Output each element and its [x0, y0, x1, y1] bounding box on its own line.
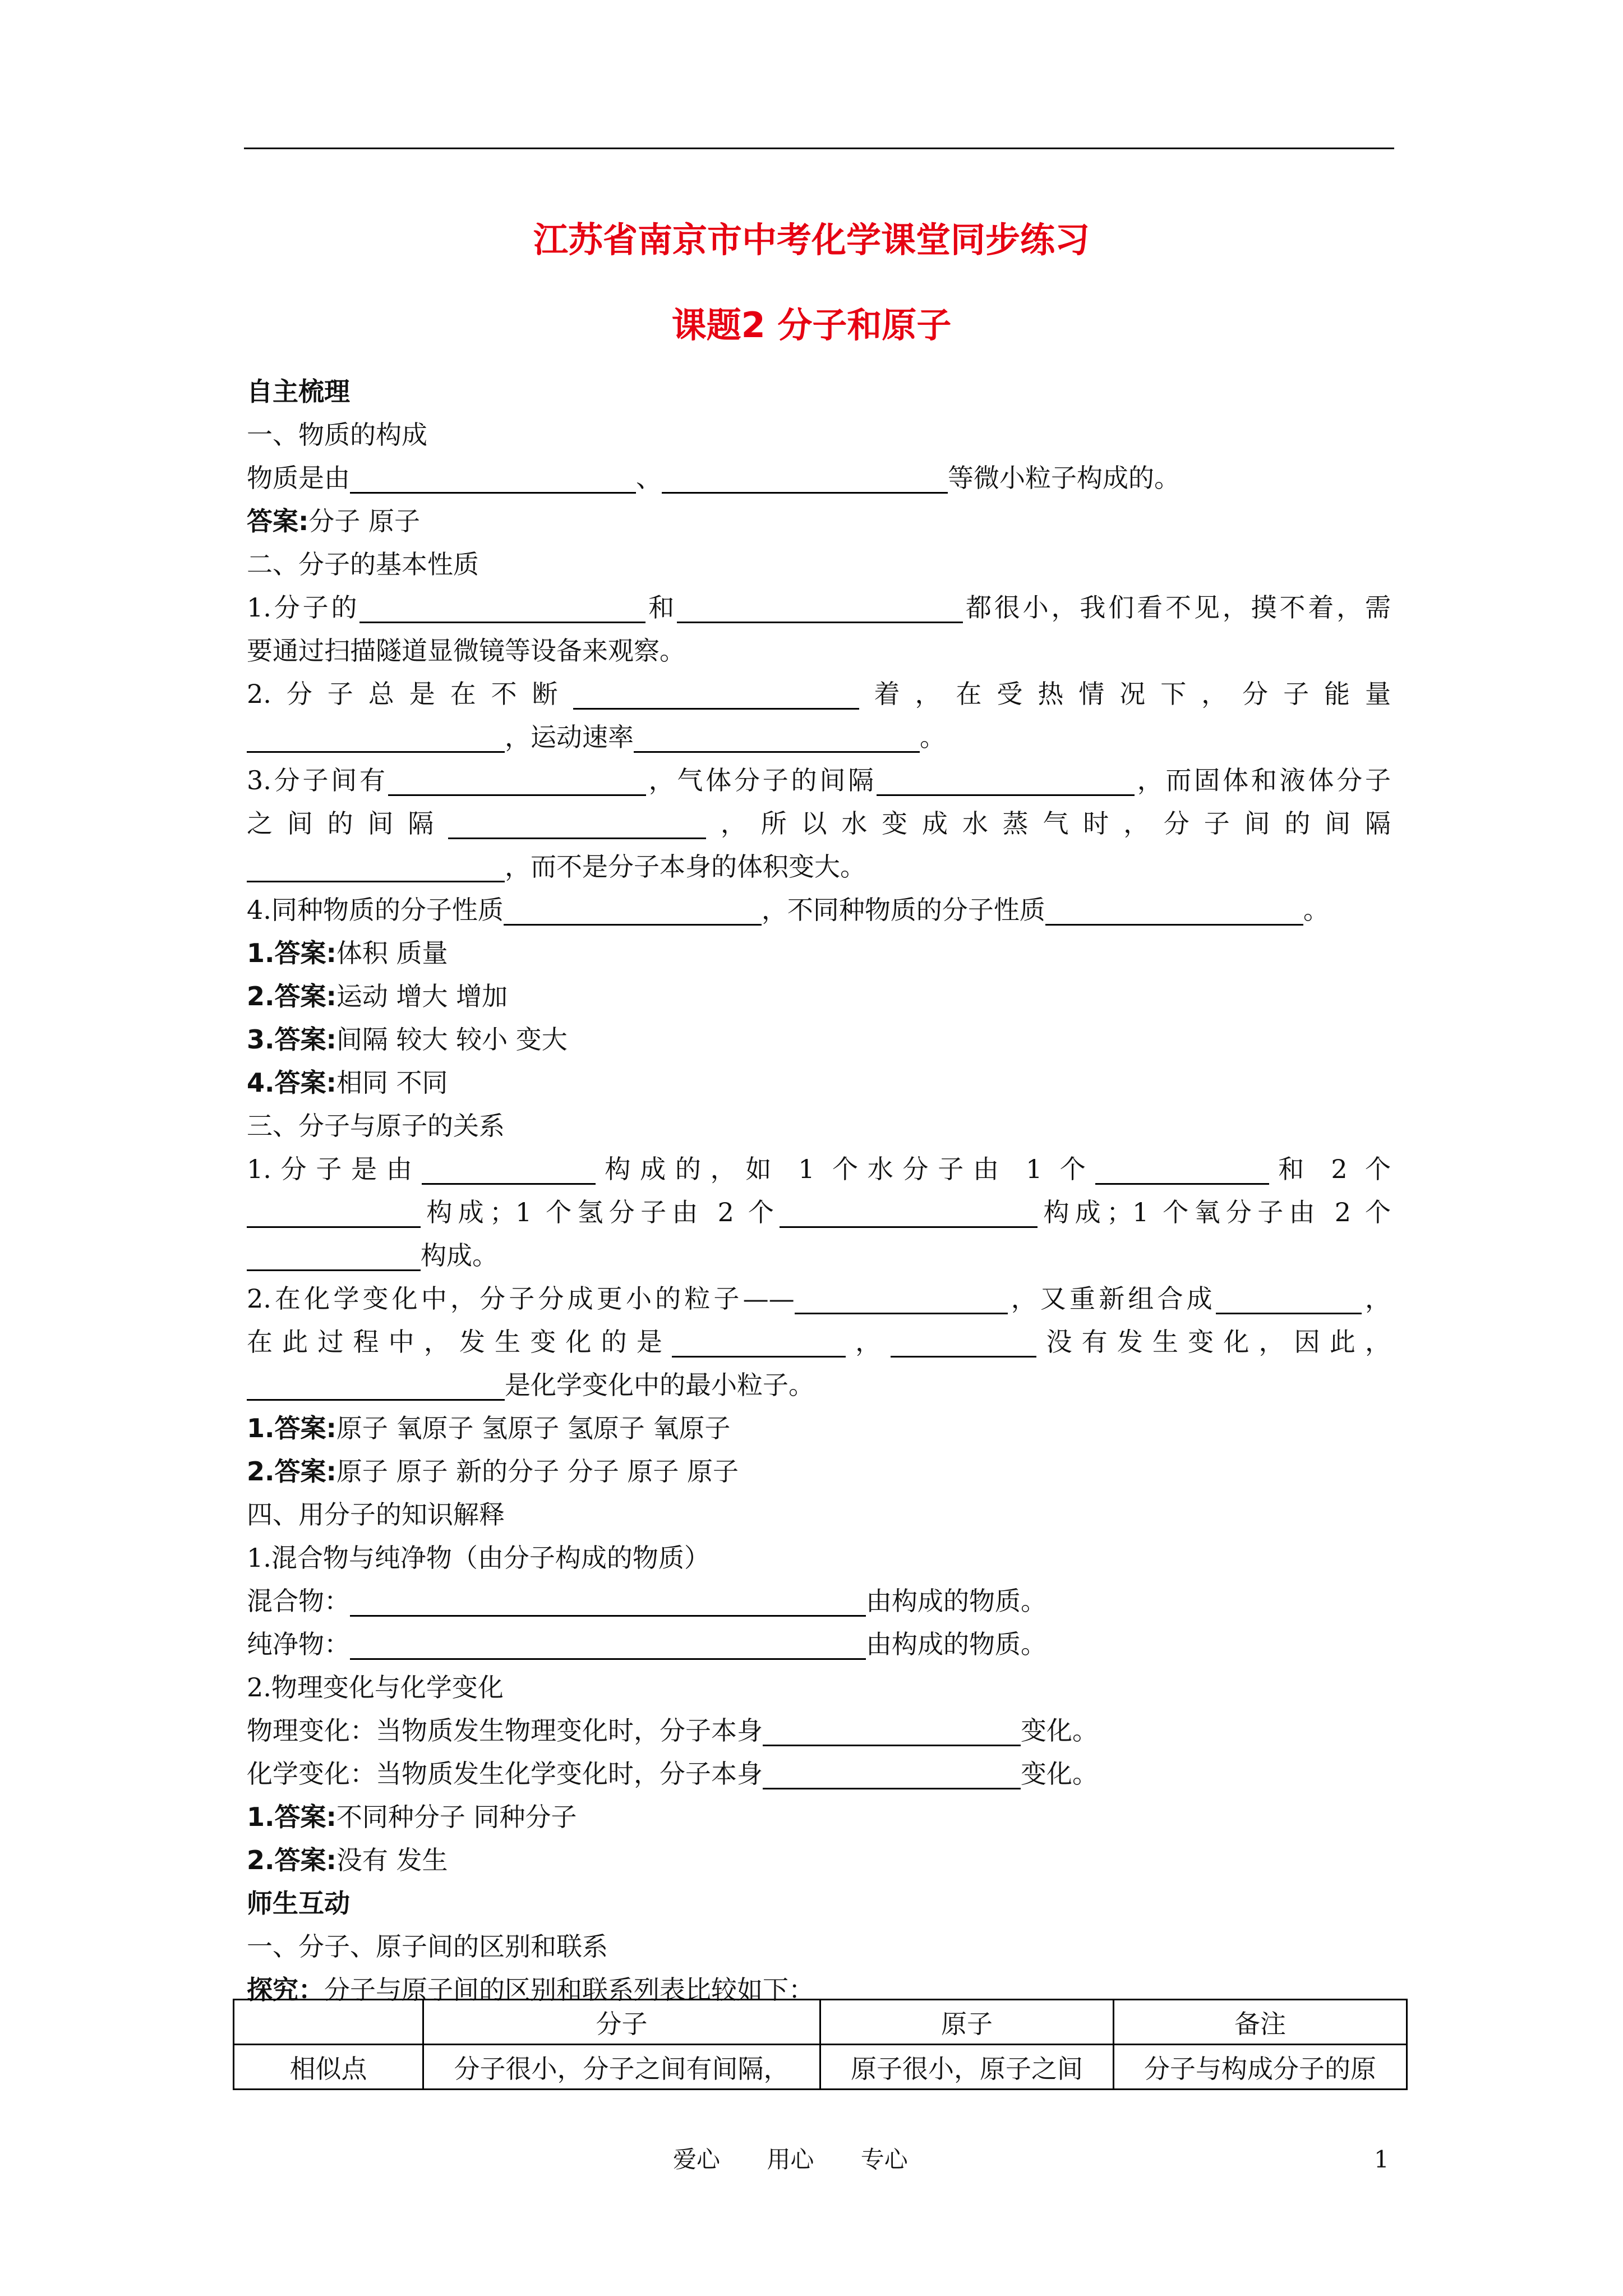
table-cell: 原子很小，原子之间: [820, 2045, 1114, 2090]
table-header-cell: 原子: [820, 2000, 1114, 2045]
blank-field: [1095, 1154, 1269, 1185]
table-header-cell: 备注: [1114, 2000, 1407, 2045]
question-line: 1.分子的 和 都很小，我们看不见，摸不着，需: [247, 592, 1391, 623]
question-line: 纯净物： 由构成的物质。: [247, 1629, 1046, 1659]
answer-line: 2.答案:原子 原子 新的分子 分子 原子 原子: [247, 1456, 739, 1487]
question-line: 要通过扫描隧道显微镜等设备来观察。: [247, 636, 685, 666]
comparison-table: [233, 1999, 1408, 2090]
question-line: 之间的间隔 ，所以水变成水蒸气时，分子间的间隔: [247, 808, 1391, 839]
table-cell: 分子与构成分子的原: [1114, 2045, 1407, 2090]
section-heading: 师生互动: [247, 1888, 350, 1918]
section-title: 一、分子、原子间的区别和联系: [247, 1931, 608, 1962]
section-heading: 自主梳理: [247, 376, 350, 407]
question-line: ，而不是分子本身的体积变大。: [247, 845, 1391, 889]
document-subtitle: 课题2 分子和原子: [671, 305, 952, 346]
page-number: 1: [1374, 2146, 1389, 2173]
table-cell: 相似点: [234, 2045, 423, 2090]
document-title: 江苏省南京市中考化学课堂同步练习: [533, 219, 1090, 260]
question-line: 构成；1 个氢分子由 2 个 构成；1 个氧分子由 2 个: [247, 1191, 1391, 1234]
question-line: 3.分子间有 ，气体分子的间隔 ，而固体和液体分子: [247, 765, 1391, 795]
answer-line: 1.答案:体积 质量: [247, 938, 448, 968]
answer-line: 2.答案:运动 增大 增加: [247, 981, 508, 1011]
blank-field: [247, 722, 505, 753]
blank-field: [634, 722, 920, 753]
question-line: 1.混合物与纯净物（由分子构成的物质）: [247, 1543, 710, 1573]
header-rule: [244, 148, 1394, 149]
section-title: 三、分子与原子的关系: [247, 1111, 505, 1141]
question-line: 是化学变化中的最小粒子。: [247, 1364, 1391, 1407]
table-row: [234, 2045, 1407, 2090]
question-line: 物质是由 、 等微小粒子构成的。: [247, 463, 1180, 493]
question-line: 1.分子是由 构成的，如 1 个水分子由 1 个 和 2 个: [247, 1154, 1391, 1184]
footer-item: 用心: [767, 2146, 814, 2173]
blank-field: [672, 1327, 846, 1358]
blank-field: [448, 808, 706, 839]
question-line: 混合物： 由构成的物质。: [247, 1586, 1046, 1616]
blank-field: [763, 1759, 1021, 1789]
table-header-row: [234, 2000, 1407, 2045]
explore-line: 探究：分子与原子间的区别和联系列表比较如下：: [247, 1975, 814, 2005]
answer-line: 2.答案:没有 发生: [247, 1845, 448, 1875]
blank-field: [247, 1197, 421, 1228]
blank-field: [795, 1283, 1008, 1314]
blank-field: [247, 852, 505, 882]
blank-field: [388, 765, 646, 796]
blank-field: [1216, 1283, 1362, 1314]
footer-item: 爱心: [673, 2146, 721, 2173]
section-title: 四、用分子的知识解释: [247, 1499, 505, 1530]
blank-field: [763, 1715, 1021, 1746]
footer-item: 专心: [860, 2146, 908, 2173]
question-line: 2.分子总是在不断 着，在受热情况下，分子能量: [247, 679, 1391, 709]
blank-field: [662, 463, 948, 494]
blank-field: [780, 1197, 1038, 1228]
answer-line: 1.答案:不同种分子 同种分子: [247, 1802, 577, 1832]
question-line: 构成。: [247, 1234, 1391, 1277]
blank-field: [573, 679, 859, 710]
answer-line: 4.答案:相同 不同: [247, 1068, 448, 1098]
blank-field: [359, 592, 645, 623]
answer-line: 答案:分子 原子: [247, 506, 421, 536]
blank-field: [350, 1586, 866, 1617]
question-line: 2.在化学变化中，分子分成更小的粒子—— ，又重新组合成 ，: [247, 1283, 1391, 1314]
answer-line: 1.答案:原子 氧原子 氢原子 氢原子 氧原子: [247, 1413, 731, 1443]
answer-line: 3.答案:间隔 较大 较小 变大: [247, 1024, 568, 1055]
table-header-cell: 分子: [423, 2000, 820, 2045]
blank-field: [422, 1154, 596, 1185]
blank-field: [350, 1629, 866, 1660]
blank-field: [247, 1240, 421, 1271]
document-body: [247, 370, 1391, 2012]
blank-field: [504, 895, 762, 926]
question-line: 在此过程中，发生变化的是 ， 没有发生变化，因此，: [247, 1327, 1391, 1357]
question-line: 4.同种物质的分子性质 ，不同种物质的分子性质 。: [247, 895, 1329, 925]
blank-field: [877, 765, 1135, 796]
footer-motto: [673, 2143, 947, 2177]
blank-field: [891, 1327, 1036, 1358]
question-line: 物理变化：当物质发生物理变化时，分子本身 变化。: [247, 1715, 1098, 1746]
blank-field: [350, 463, 636, 494]
question-line: ，运动速率 。: [247, 716, 1391, 759]
question-line: 2.物理变化与化学变化: [247, 1672, 504, 1703]
question-line: 化学变化：当物质发生化学变化时，分子本身 变化。: [247, 1759, 1098, 1789]
section-title: 二、分子的基本性质: [247, 549, 479, 579]
table-cell: 分子很小，分子之间有间隔，: [423, 2045, 820, 2090]
blank-field: [1045, 895, 1303, 926]
section-title: 一、物质的构成: [247, 420, 427, 450]
blank-field: [247, 1370, 505, 1401]
blank-field: [677, 592, 963, 623]
table-header-cell: [234, 2000, 423, 2045]
